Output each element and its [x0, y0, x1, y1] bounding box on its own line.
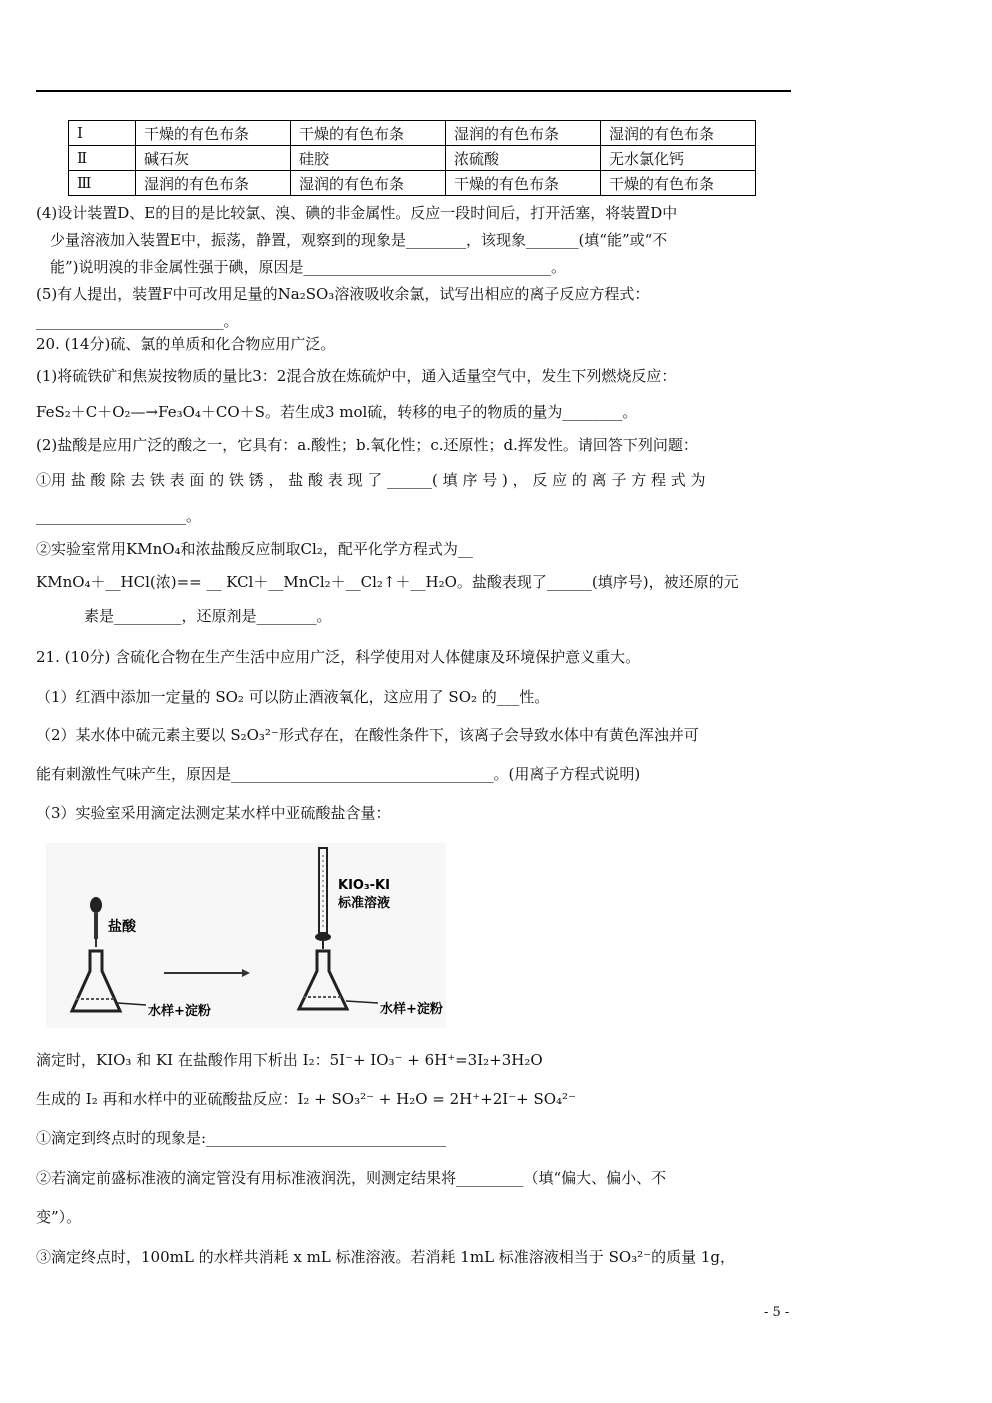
sample-label-left: 水样+淀粉: [148, 1004, 211, 1019]
table-cell: 干燥的有色布条: [601, 171, 756, 196]
question-21-2: （2）某水体中硫元素主要以 S₂O₃²⁻形式存在，在酸性条件下，该离子会导致水体中有黄色浑浊并可: [36, 726, 699, 744]
table-cell: 碱石灰: [136, 146, 291, 171]
header-rule: [36, 90, 791, 92]
question-5-line: (5)有人提出，装置F中可改用足量的Na₂SO₃溶液吸收余氯，试写出相应的离子反应方程式：: [36, 285, 650, 303]
answer-blank: _________________________。: [36, 312, 239, 330]
table-cell: 硅胶: [291, 146, 446, 171]
question-4-line: (4)设计装置D、E的目的是比较氯、溴、碘的非金属性。反应一段时间后，打开活塞，将装置D中: [36, 204, 678, 222]
question-20-1: (1)将硫铁矿和焦炭按物质的量比3：2混合放在炼硫炉中，通入适量空气中，发生下列燃烧反应：: [36, 367, 677, 385]
table-cell: 湿润的有色布条: [291, 171, 446, 196]
titration-figure: [46, 843, 446, 1028]
question-20-2-b: ②实验室常用KMnO₄和浓盐酸反应制取Cl₂，配平化学方程式为__: [36, 540, 473, 558]
flask-icon: [299, 951, 347, 1009]
table-row: [69, 171, 756, 196]
question-4-line: 少量溶液加入装置E中，振荡，静置，观察到的现象是________，该现象_______(填“能”或“不: [50, 231, 668, 249]
table-cell: 干燥的有色布条: [446, 171, 601, 196]
hcl-label: 盐酸: [108, 919, 136, 935]
reagent-label: 标准溶液: [338, 896, 391, 911]
table-cell: 湿润的有色布条: [601, 121, 756, 146]
table-cell: Ⅲ: [69, 171, 136, 196]
burette-icon: [315, 848, 331, 949]
table-cell: 干燥的有色布条: [136, 121, 291, 146]
question-21-1: （1）红酒中添加一定量的 SO₂ 可以防止酒液氧化，这应用了 SO₂ 的___性。: [36, 688, 550, 706]
table-cell: 无水氯化钙: [601, 146, 756, 171]
question-21-title: 21. (10分) 含硫化合物在生产生活中应用广泛，科学使用对人体健康及环境保护意义重大。: [36, 648, 641, 666]
reagent-label: KIO₃-KI: [338, 878, 390, 893]
question-20-2: (2)盐酸是应用广泛的酸之一，它具有：a.酸性；b.氧化性；c.还原性；d.挥发性。请回答下列问题：: [36, 436, 698, 454]
step-2: ②若滴定前盛标准液的滴定管没有用标准液润洗，则测定结果将_________（填“偏大、偏小、不: [36, 1169, 667, 1187]
table-cell: 干燥的有色布条: [291, 121, 446, 146]
question-21-3: （3）实验室采用滴定法测定某水样中亚硫酸盐含量：: [36, 804, 391, 822]
table-cell: 浓硫酸: [446, 146, 601, 171]
question-20-title: 20. (14分)硫、氯的单质和化合物应用广泛。: [36, 335, 336, 353]
sample-label-right: 水样+淀粉: [380, 1002, 443, 1017]
titration-diagram: [46, 843, 446, 1028]
step-3: ③滴定终点时，100mL 的水样共消耗 x mL 标准溶液。若消耗 1mL 标准溶液相当于 SO₃²⁻的质量 1g，: [36, 1248, 735, 1266]
question-20-1-equation: FeS₂＋C＋O₂—→Fe₃O₄＋CO＋S。若生成3 mol硫，转移的电子的物质的量为________。: [36, 403, 638, 421]
table-cell: Ⅰ: [69, 121, 136, 146]
titration-equation-2: 生成的 I₂ 再和水样中的亚硫酸盐反应：I₂ + SO₃²⁻ + H₂O = 2H⁺+2I⁻+ SO₄²⁻: [36, 1090, 576, 1108]
dropper-icon: [90, 897, 102, 947]
table-cell: Ⅱ: [69, 146, 136, 171]
question-21-2-cont: 能有刺激性气味产生，原因是___________________________________。(用离子方程式说明): [36, 765, 641, 783]
page-number: - 5 -: [764, 1305, 790, 1320]
arrow-right-icon: [164, 969, 250, 977]
table-row: [69, 121, 756, 146]
question-20-2-b-blanks: 素是_________，还原剂是________。: [84, 607, 332, 625]
table-row: [69, 146, 756, 171]
table-cell: 湿润的有色布条: [136, 171, 291, 196]
question-4-line: 能”)说明溴的非金属性强于碘，原因是_________________________________。: [50, 258, 567, 276]
titration-equation-1: 滴定时，KIO₃ 和 KI 在盐酸作用下析出 I₂：5I⁻+ IO₃⁻ + 6H⁺=3I₂+3H₂O: [36, 1051, 543, 1069]
table-cell: 湿润的有色布条: [446, 121, 601, 146]
step-2-cont: 变”）。: [36, 1208, 82, 1226]
step-1: ①滴定到终点时的现象是:________________________________: [36, 1129, 447, 1147]
question-20-2-a: ①用 盐 酸 除 去 铁 表 面 的 铁 锈 ， 盐 酸 表 现 了 ______( 填 序 号 ) ， 反 应 的 离 子 方 程 式 为: [36, 471, 706, 489]
options-table: [68, 120, 756, 196]
answer-blank: ____________________。: [36, 507, 202, 525]
question-20-2-b-equation: KMnO₄＋__HCl(浓)== __ KCl＋__MnCl₂＋__Cl₂↑＋__H₂O。盐酸表现了______(填序号)，被还原的元: [36, 573, 739, 591]
flask-icon: [72, 951, 120, 1011]
